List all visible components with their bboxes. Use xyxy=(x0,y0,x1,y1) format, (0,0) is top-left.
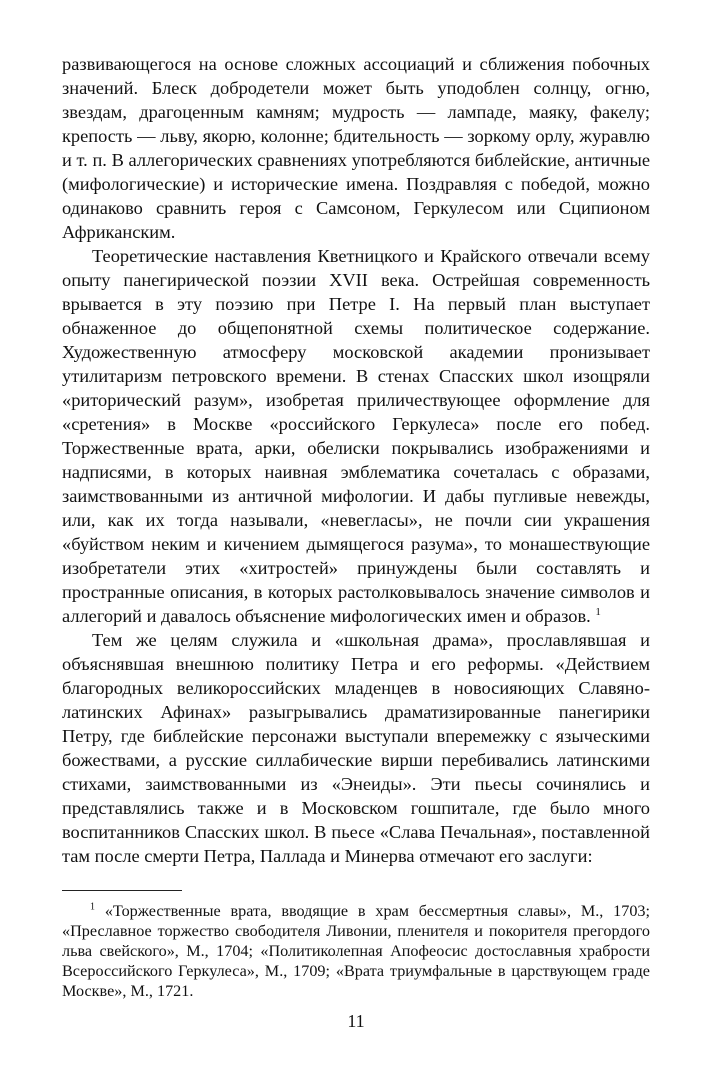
paragraph-3-text: Тем же целям служила и «школьная драма», прославлявшая и объяснявшая внешнюю политику Петра и его реформы. «Действием благородных великороссийских младенцев в новосияющих Славяно-латинских Афинах» разыгрывались драматизированные панегирики Петру, где библейские персонажи выступали вперемежку с языческими божествами, а русские силлабические вирши перебивались латинскими стихами, заимствованными из «Энеиды». Эти пьесы сочинялись и представлялись также и в Московском гошпитале, где было много воспитанников Спасских школ. В пьесе «Слава Печальная», поставленной там после смерти Петра, Паллада и Минерва отмечают его заслуги: xyxy=(62,630,650,866)
footnote-marker: 1 xyxy=(90,901,95,913)
paragraph-2 xyxy=(62,244,650,628)
footnote xyxy=(62,901,650,1001)
page-body xyxy=(62,52,650,1001)
footnote-reference[interactable]: 1 xyxy=(595,605,601,618)
paragraph-1-text: развивающегося на основе сложных ассоциаций и сближения побочных значений. Блеск добродетели может быть уподоблен солнцу, огню, звездам, драгоценным камням; мудрость — лампаде, маяку, факелу; крепость — льву, якорю, колонне; бдительность — зоркому орлу, журавлю и т. п. В аллегорических сравнениях употребляются библейские, античные (мифологические) и исторические имена. Поздравляя с победой, можно одинаково сравнить героя с Самсоном, Геркулесом или Сципионом Африканским. xyxy=(62,54,650,242)
footnote-text: «Торжественные врата, вводящие в храм бессмертныя славы», М., 1703; «Преславное торжество свободителя Ливонии, пленителя и покорителя прегордого льва свейского», М., 1704; «Политиколепная Апофеосис достославныя храбрости Всероссийского Геркулеса», М., 1709; «Врата триумфальные в царствующем граде Москве», М., 1721. xyxy=(62,902,651,1000)
paragraph-2-text: Теоретические наставления Кветницкого и Крайского отвечали всему опыту панегирической поэзии XVII века. Острейшая современность врывается в эту поэзию при Петре I. На первый план выступает обнаженное до общепонятной схемы политическое содержание. Художественную атмосферу московской академии пронизывает утилитаризм петровского времени. В стенах Спасских школ изощряли «риторический разум», изобретая приличествующее оформление для «сретения» в Москве «российского Геркулеса» после его побед. Торжественные врата, арки, обелиски покрывались изображениями и надписями, в которых наивная эмблематика сочеталась с образами, заимствованными из античной мифологии. И дабы пугливые невежды, или, как их тогда называли, «невегласы», не почли сии украшения «буйством неким и кичением дымящегося разума», то монашествующие изобретатели этих «хитростей» принуждены были составлять и пространные описания, в которых растолковывалось значение символов и аллегорий и давалось объяснение мифологических имен и образов. xyxy=(62,246,650,626)
paragraph-3 xyxy=(62,628,650,868)
page-number: 11 xyxy=(347,1011,365,1031)
paragraph-1 xyxy=(62,52,650,244)
footnote-divider xyxy=(62,890,182,891)
